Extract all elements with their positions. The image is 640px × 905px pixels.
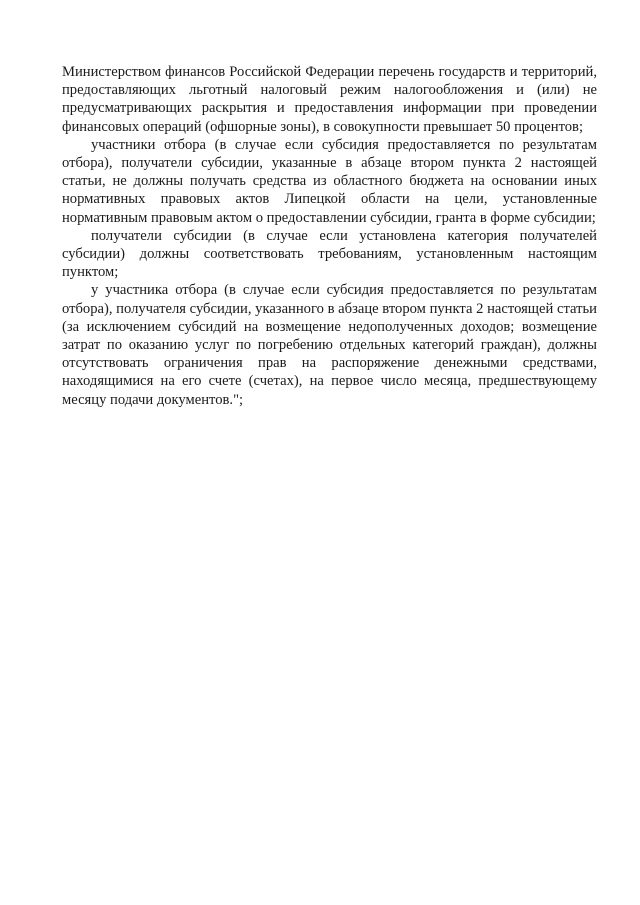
paragraph-offshore-zones: Министерством финансов Российской Федерации перечень государств и территорий, предоставляющих льготный налоговый режим налогообложения и (или) не предусматривающих раскрытия и предоставления информации при проведении финансовых операций (офшорные зоны), в совокупности превышает 50 процентов; — [62, 64, 597, 135]
paragraph-recipient-category: получатели субсидии (в случае если установлена категория получателей субсидии) должны соответствовать требованиям, установленным настоящим пунктом; — [62, 227, 597, 281]
document-body — [62, 63, 597, 409]
paragraph-regional-budget-funds: участники отбора (в случае если субсидия предоставляется по результатам отбора), получатели субсидии, указанные в абзаце втором пункта 2 настоящей статьи, не должны получать средства из областного бюджета на основании иных нормативных правовых актов Липецкой области на цели, установленные нормативным правовым актом о предоставлении субсидии, гранта в форме субсидии; — [62, 136, 597, 226]
paragraph-account-restrictions: у участника отбора (в случае если субсидия предоставляется по результатам отбора), получателя субсидии, указанного в абзаце втором пункта 2 настоящей статьи (за исключением субсидий на возмещение недополученных доходов; возмещение затрат по оказанию услуг по погребению отдельных категорий граждан), должны отсутствовать ограничения прав на распоряжение денежными средствами, находящимися на его счете (счетах), на первое число месяца, предшествующему месяцу подачи документов."; — [62, 282, 597, 408]
